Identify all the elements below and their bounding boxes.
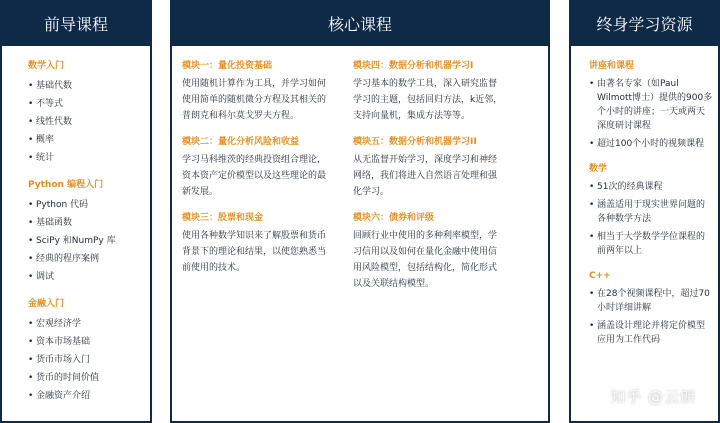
list-item: • 由著名专家（如Paul Wilmott博士）提供的900多个小时的讲座；一天或两天深度研讨课程 [589,77,713,133]
list-item: • 金融资产介绍 [28,387,148,405]
section-title: 金融入门 [28,299,65,309]
module-4 [353,60,503,124]
list-item: • 51次的经典课程 [589,180,713,194]
module-title: 模块四：数据分析和机器学习I [353,61,474,71]
panel-lifelong-resources [569,0,720,423]
resources-list [589,60,713,359]
panel-header: 前导课程 [2,2,150,46]
list-item: • 不等式 [28,95,148,113]
core-modules-column-1 [182,60,332,288]
module-description: 从无监督开始学习，深度学习和神经网络，我们将进入自然语言处理和强化学习。 [353,155,498,197]
module-1 [182,60,332,124]
watermark-text: 知乎 @云朗 [610,388,696,406]
list-item: • 宏观经济学 [28,315,148,333]
list-item: • 涵盖设计理论并将定价模型应用为工作代码 [589,319,713,347]
list-item: • 线性代数 [28,113,148,131]
section-title: 数学 [589,164,608,174]
section-title: 数学入门 [28,61,65,71]
list-item: • 经典的程序案例 [28,250,148,268]
core-modules-column-2 [353,60,503,304]
section-title: 讲座和课程 [589,61,635,71]
module-description: 学习基本的数学工具，深入研究监督学习的主题，包括回归方法，k近邻，支持向量机，集成方法等等。 [353,79,503,121]
list-item: • 在28个视频课程中，超过70小时详细讲解 [589,287,713,315]
section-math-intro [28,60,148,167]
module-description: 使用各种数学知识来了解股票和货币背景下的理论和结果，以使您熟悉当前使用的技术。 [182,231,327,273]
list-item: • 统计 [28,149,148,167]
module-title: 模块三：股票和现金 [182,213,264,223]
panel-prerequisite-courses [0,0,152,423]
list-item: • 相当于大学数学学位课程的前两年以上 [589,230,713,258]
module-6 [353,212,503,292]
list-item: • 货币的时间价值 [28,369,148,387]
section-math [589,163,713,258]
module-title: 模块五：数据分析和机器学习II [353,137,477,147]
section-title: Python 编程入门 [28,180,104,190]
module-2 [182,136,332,200]
module-description: 使用随机计算作为工具，并学习如何使用简单的随机微分方程及其相关的普朗克和科尔莫戈罗夫方程。 [182,79,327,121]
module-title: 模块二：量化分析风险和收益 [182,137,300,147]
section-lectures [589,60,713,151]
module-description: 学习马科维茨的经典投资组合理论，资本资产定价模型以及这些理论的最新发展。 [182,155,327,197]
module-5 [353,136,503,200]
list-item: • 调试 [28,268,148,286]
section-python-intro [28,179,148,286]
list-item: • 货币市场入门 [28,351,148,369]
list-item: • 概率 [28,131,148,149]
list-item: • Python 代码 [28,196,148,214]
section-cpp [589,270,713,347]
module-title: 模块一：量化投资基础 [182,61,273,71]
prerequisite-list [28,60,148,417]
module-title: 模块六：债券和评级 [353,213,435,223]
section-finance-intro [28,298,148,405]
list-item: • SciPy 和NumPy 库 [28,232,148,250]
module-3 [182,212,332,276]
list-item: • 基础函数 [28,214,148,232]
module-description: 回顾行业中使用的多种利率模型，学习信用以及如何在量化金融中使用信用风险模型，包括结构化，简化形式以及关联结构模型。 [353,231,498,289]
panel-header: 核心课程 [172,2,548,46]
list-item: • 超过100个小时的视频课程 [589,137,713,151]
panel-header: 终身学习资源 [571,2,718,46]
list-item: • 基础代数 [28,77,148,95]
section-title: C++ [589,271,611,281]
list-item: • 涵盖适用于现实世界问题的各种数学方法 [589,198,713,226]
list-item: • 资本市场基础 [28,333,148,351]
panel-core-courses [170,0,550,423]
